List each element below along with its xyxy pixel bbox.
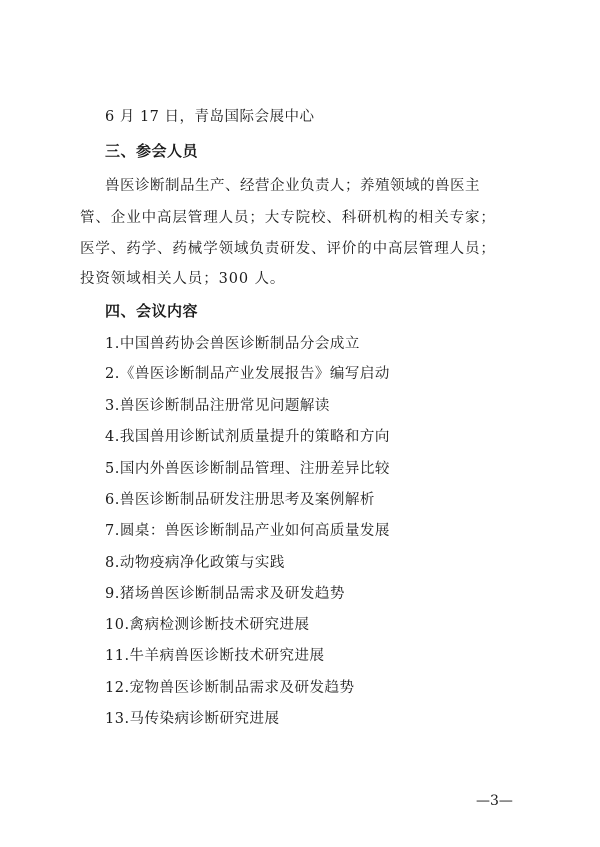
agenda-item: 2.《兽医诊断制品产业发展报告》编写启动 — [105, 366, 390, 382]
agenda-item: 1.中国兽药协会兽医诊断制品分会成立 — [105, 336, 360, 352]
attendees-paragraph-line: 投资领域相关人员；300 人。 — [80, 271, 286, 287]
attendees-paragraph-line: 兽医诊断制品生产、经营企业负责人；养殖领域的兽医主 — [105, 178, 480, 194]
agenda-item: 8.动物疫病净化政策与实践 — [105, 555, 285, 571]
agenda-item: 9.猪场兽医诊断制品需求及研发趋势 — [105, 586, 345, 602]
agenda-item: 12.宠物兽医诊断制品需求及研发趋势 — [105, 680, 355, 696]
agenda-item: 11.牛羊病兽医诊断技术研究进展 — [105, 648, 325, 664]
page-number: —3— — [476, 793, 513, 809]
agenda-item: 6.兽医诊断制品研发注册思考及案例解析 — [105, 492, 375, 508]
agenda-item: 7.圆桌：兽医诊断制品产业如何高质量发展 — [105, 523, 390, 539]
agenda-item: 3.兽医诊断制品注册常见问题解读 — [105, 398, 330, 414]
agenda-item: 13.马传染病诊断研究进展 — [105, 711, 280, 727]
section-heading-agenda: 四、会议内容 — [105, 302, 199, 320]
venue-line: 6 月 17 日，青岛国际会展中心 — [105, 109, 315, 125]
section-heading-attendees: 三、参会人员 — [105, 142, 199, 160]
agenda-item: 4.我国兽用诊断试剂质量提升的策略和方向 — [105, 429, 390, 445]
attendees-paragraph-line: 医学、药学、药械学领域负责研发、评价的中高层管理人员； — [80, 241, 496, 257]
agenda-item: 10.禽病检测诊断技术研究进展 — [105, 617, 310, 633]
agenda-item: 5.国内外兽医诊断制品管理、注册差异比较 — [105, 461, 390, 477]
attendees-paragraph-line: 管、企业中高层管理人员；大专院校、科研机构的相关专家； — [80, 210, 496, 226]
